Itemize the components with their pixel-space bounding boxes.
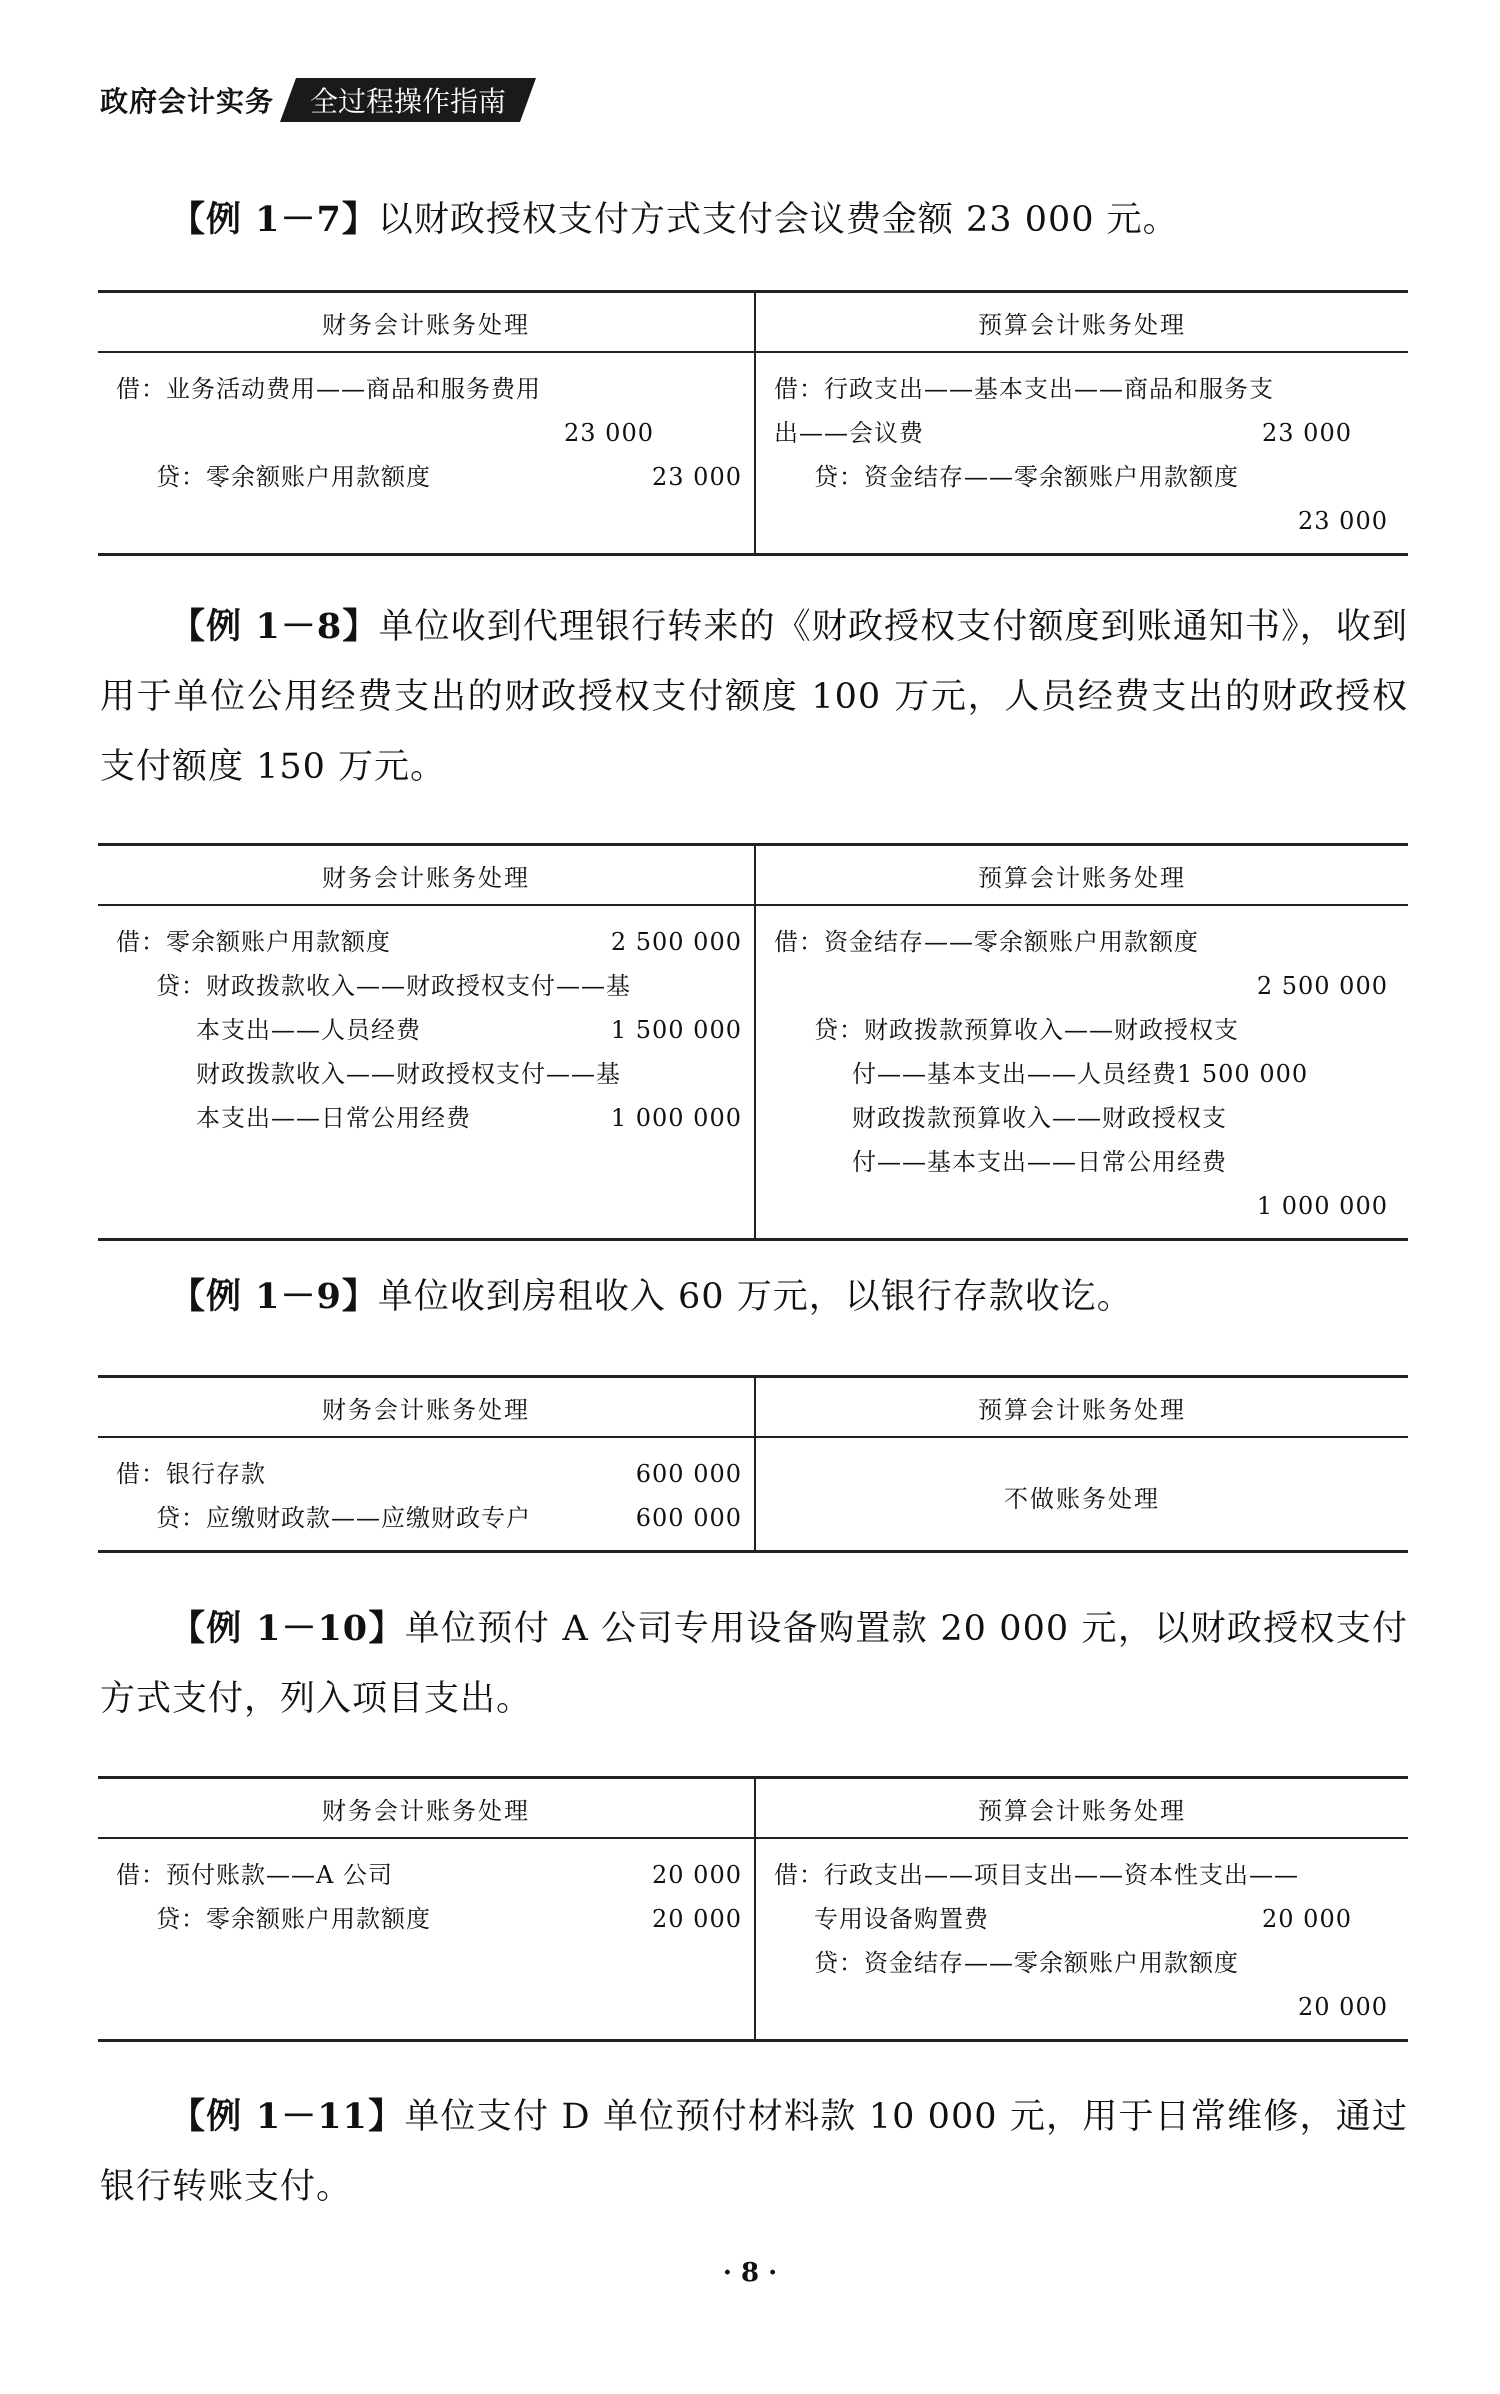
entry-line: 借：资金结存——零余额账户用款额度: [774, 928, 1199, 956]
entry-line: [98, 411, 754, 455]
financial-entries: [98, 1838, 755, 2041]
entry-line: [756, 1184, 1408, 1228]
budget-entries: [755, 905, 1408, 1240]
example-1-7: 【例 1－7】以财政授权支付方式支付会议费金额 23 000 元。: [170, 199, 1179, 240]
entry-line: 借：行政支出——项目支出——资本性支出——: [774, 1861, 1299, 1889]
entry-line: 借：预付账款——A 公司 20 000: [98, 1853, 754, 1897]
entry-line: 贷：资金结存——零余额账户用款额度: [814, 463, 1239, 491]
entry-line: [756, 1985, 1408, 2029]
amount: 1 000 000: [610, 1104, 742, 1132]
table-example-1-9: [98, 1375, 1408, 1553]
column-header-financial: 财务会计账务处理: [98, 292, 755, 353]
entry-line: 借：行政支出——基本支出——商品和服务支: [774, 375, 1274, 403]
column-header-budget: 预算会计账务处理: [755, 845, 1408, 906]
entry-line: 专用设备购置费 20 000: [756, 1897, 1408, 1941]
entry-line: 付——基本支出——日常公用经费: [852, 1148, 1227, 1176]
entry-line: 出——会议费 23 000: [756, 411, 1408, 455]
column-header-financial: 财务会计账务处理: [98, 845, 755, 906]
entry-line: 贷：资金结存——零余额账户用款额度: [814, 1949, 1239, 1977]
amount: 20 000: [1262, 1905, 1352, 1933]
page-number: · 8 ·: [722, 2258, 778, 2288]
example-1-10: 【例 1－10】单位预付 A 公司专用设备购置款 20 000 元，以财政授权支付方式支付，列入项目支出。: [100, 1608, 1408, 1719]
budget-entries: [755, 1838, 1408, 2041]
budget-entries: [755, 352, 1408, 555]
column-header-budget: 预算会计账务处理: [755, 1377, 1408, 1438]
example-1-8: 【例 1－8】单位收到代理银行转来的《财政授权支付额度到账通知书》，收到用于单位公用经费支出的财政授权支付额度 100 万元，人员经费支出的财政授权支付额度 150 万元。: [100, 606, 1408, 787]
entry-line: 贷：财政拨款收入——财政授权支付——基: [156, 972, 631, 1000]
column-header-budget: 预算会计账务处理: [755, 292, 1408, 353]
table-example-1-8: [98, 843, 1408, 1241]
example-1-11: 【例 1－11】单位支付 D 单位预付材料款 10 000 元，用于日常维修，通过银行转账支付。: [100, 2096, 1408, 2207]
entry-line: 本支出——日常公用经费 1 000 000: [98, 1096, 754, 1140]
amount: 2 500 000: [1256, 972, 1388, 1000]
amount: 600 000: [635, 1460, 742, 1488]
amount: 2 500 000: [610, 928, 742, 956]
example-1-9: 【例 1－9】单位收到房租收入 60 万元，以银行存款收讫。: [170, 1276, 1133, 1317]
series-badge: 全过程操作指南: [280, 78, 536, 122]
amount: 23 000: [564, 419, 654, 447]
amount: 1 500 000: [610, 1016, 742, 1044]
entry-line: 借：零余额账户用款额度 2 500 000: [98, 920, 754, 964]
running-header: [100, 78, 528, 122]
financial-entries: [98, 1437, 755, 1552]
entry-line: 贷：零余额账户用款额度 23 000: [98, 455, 754, 499]
table-example-1-7: [98, 290, 1408, 556]
entry-line: 本支出——人员经费 1 500 000: [98, 1008, 754, 1052]
entry-line: 贷：零余额账户用款额度 20 000: [98, 1897, 754, 1941]
entry-line: 财政拨款收入——财政授权支付——基: [196, 1060, 621, 1088]
book-title: 政府会计实务: [100, 85, 275, 118]
entry-line: 借：业务活动费用——商品和服务费用: [116, 375, 541, 403]
amount: 600 000: [635, 1504, 742, 1532]
entry-line: [756, 499, 1408, 543]
entry-line: 付——基本支出——人员经费1 500 000: [852, 1060, 1309, 1088]
budget-note: 不做账务处理: [1004, 1484, 1160, 1513]
table-example-1-10: [98, 1776, 1408, 2042]
entry-line: 借：银行存款 600 000: [98, 1452, 754, 1496]
column-header-financial: 财务会计账务处理: [98, 1778, 755, 1839]
entry-line: 财政拨款预算收入——财政授权支: [852, 1104, 1227, 1132]
amount: 23 000: [652, 463, 742, 491]
amount: 20 000: [652, 1861, 742, 1889]
entry-line: 贷：应缴财政款——应缴财政专户 600 000: [98, 1496, 754, 1540]
financial-entries: [98, 905, 755, 1240]
amount: 20 000: [652, 1905, 742, 1933]
entry-line: 贷：财政拨款预算收入——财政授权支: [814, 1016, 1239, 1044]
amount: 23 000: [1262, 419, 1352, 447]
entry-line: [756, 964, 1408, 1008]
financial-entries: [98, 352, 755, 555]
amount: 1 000 000: [1256, 1192, 1388, 1220]
amount: 20 000: [1298, 1993, 1388, 2021]
column-header-financial: 财务会计账务处理: [98, 1377, 755, 1438]
column-header-budget: 预算会计账务处理: [755, 1778, 1408, 1839]
amount: 23 000: [1298, 507, 1388, 535]
